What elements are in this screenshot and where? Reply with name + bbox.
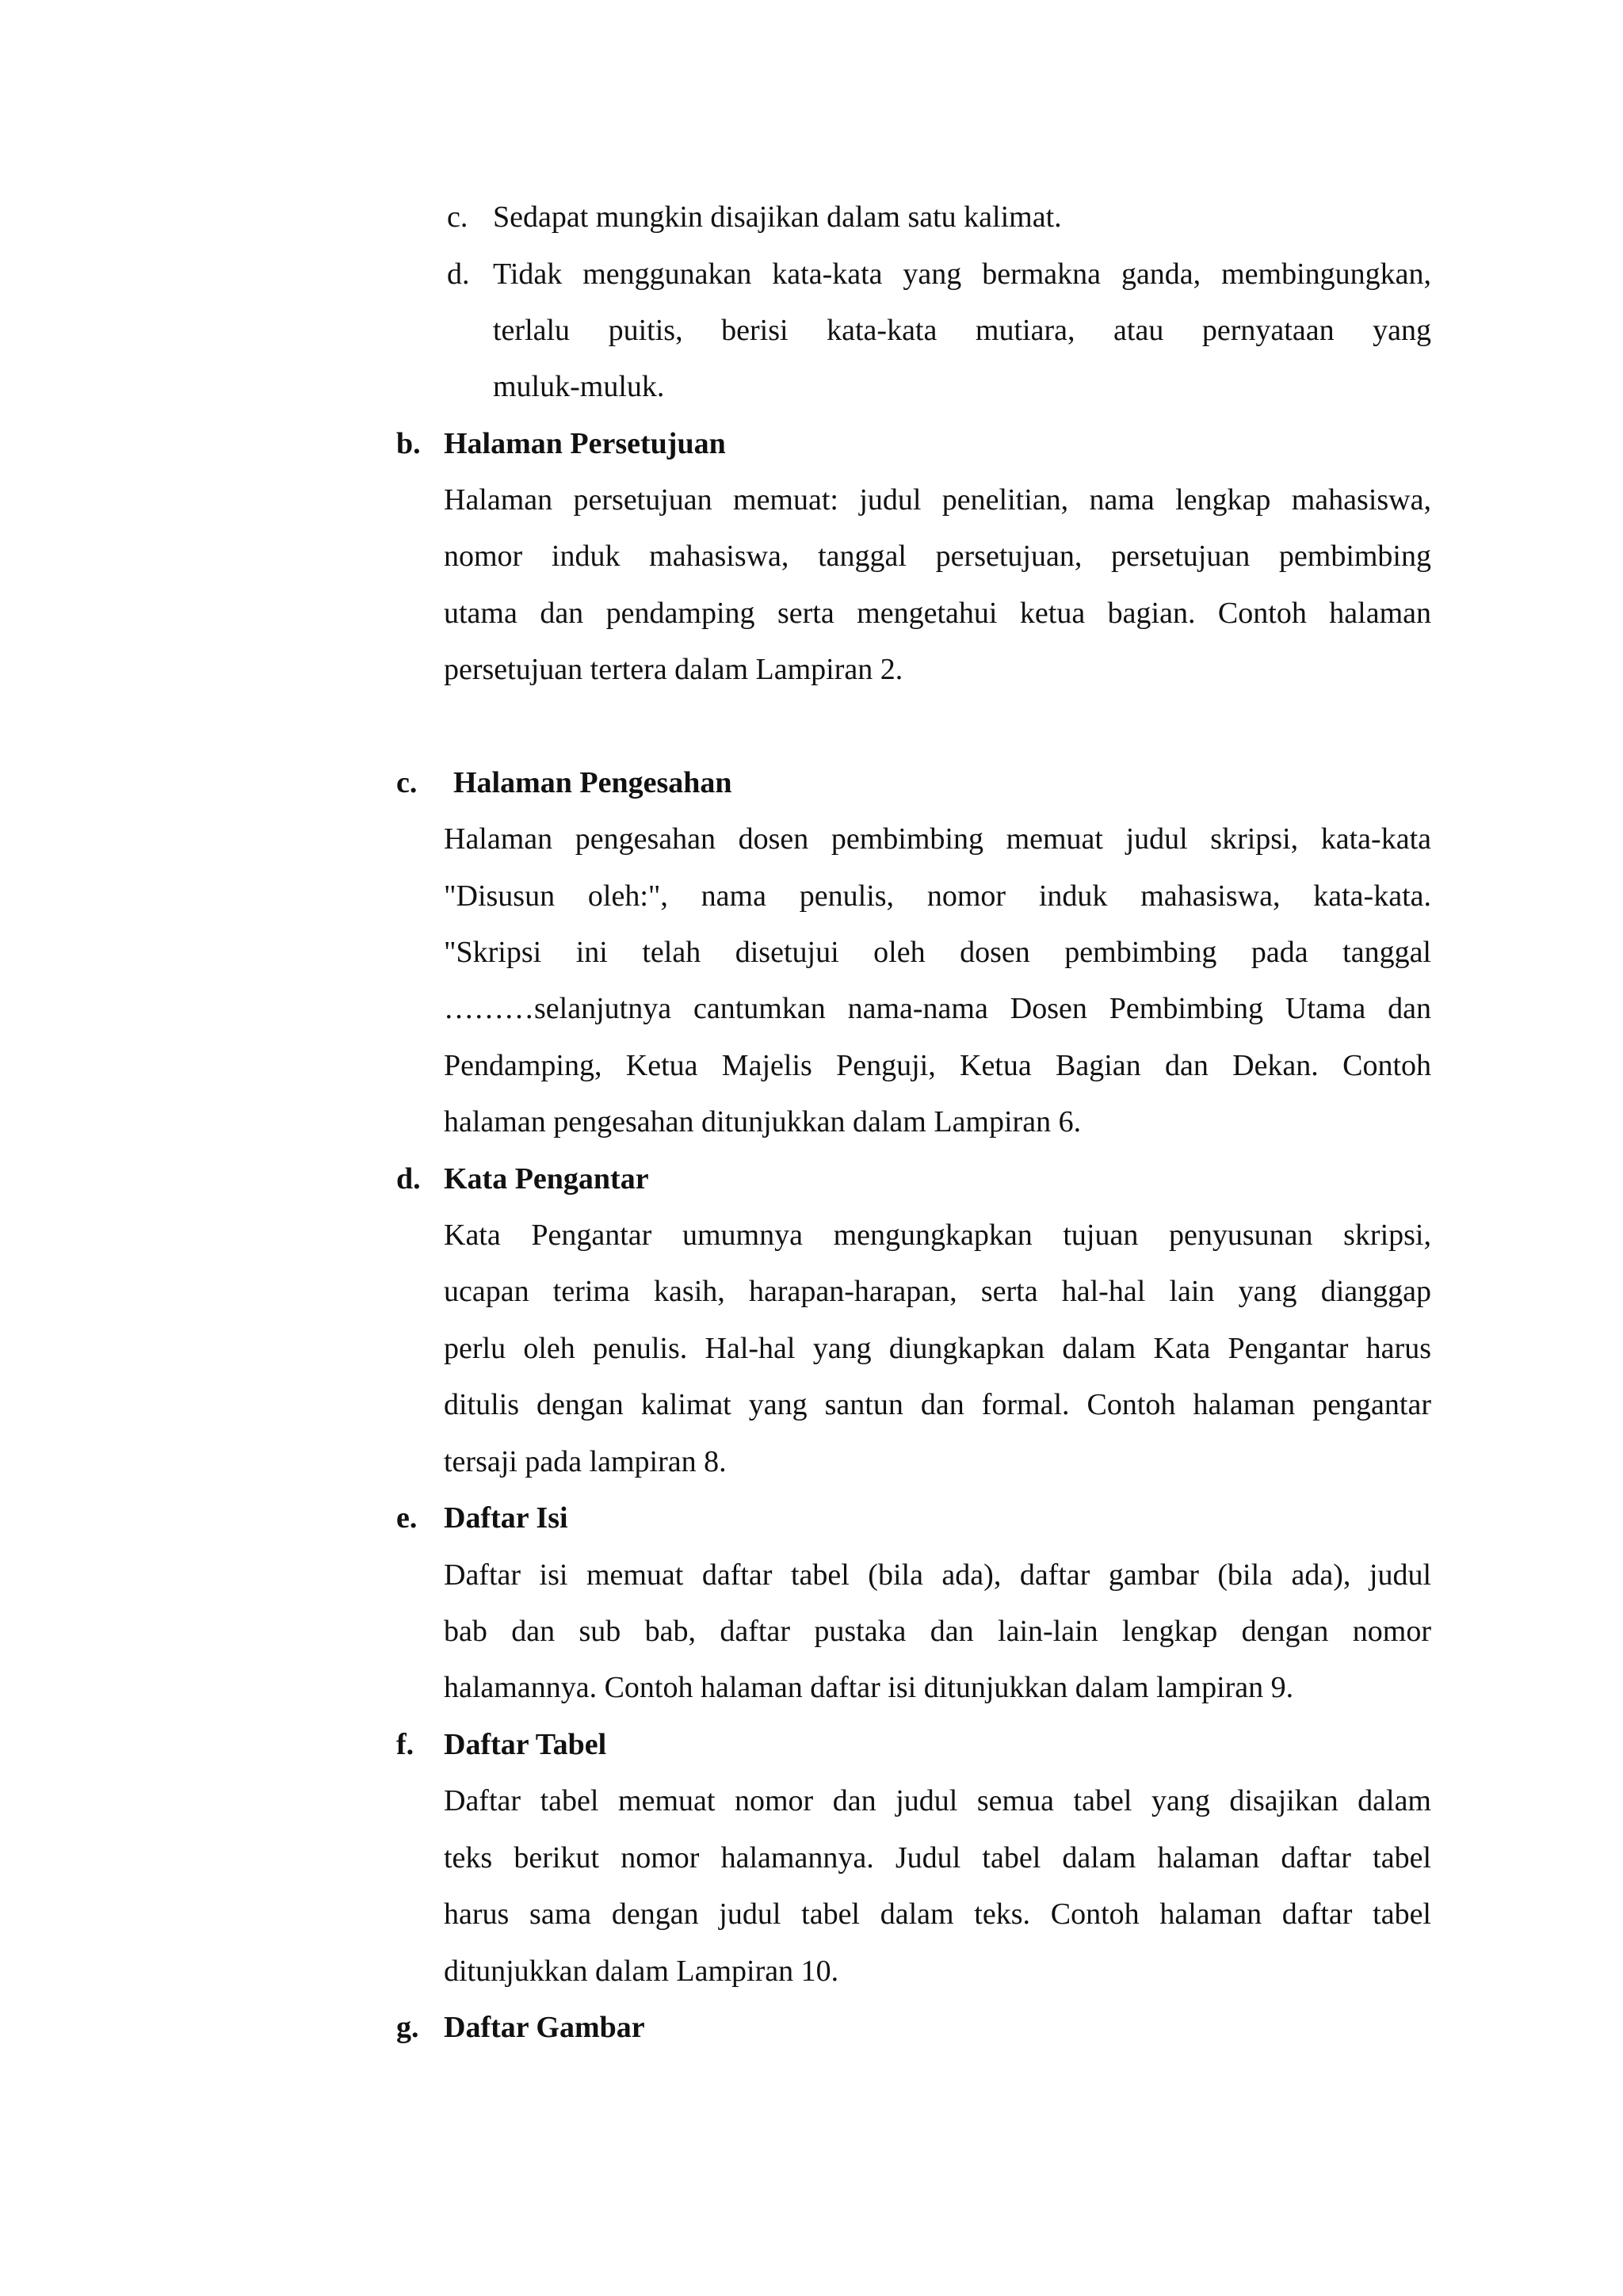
paragraph-line: bab dan sub bab, daftar pustaka dan lain-lain lengkap dengan nomor [444,1615,1431,1648]
section-heading: Halaman Pengesahan [453,766,732,799]
paragraph-line: utama dan pendamping serta mengetahui ketua bagian. Contoh halaman [444,597,1431,630]
section-marker: f. [396,1728,414,1761]
section-heading: Kata Pengantar [444,1162,649,1196]
paragraph-line: tersaji pada lampiran 8. [444,1445,727,1478]
section-marker: d. [396,1162,421,1196]
section-heading: Daftar Isi [444,1501,568,1535]
section-marker: g. [396,2011,419,2044]
list-item-text: Tidak menggunakan kata-kata yang bermakna ganda, membingungkan, [493,257,1431,291]
list-marker: c. [447,200,468,234]
paragraph-line: nomor induk mahasiswa, tanggal persetujuan, persetujuan pembimbing [444,540,1431,573]
section-heading: Halaman Persetujuan [444,427,726,460]
paragraph-line: teks berikut nomor halamannya. Judul tabel dalam halaman daftar tabel [444,1841,1431,1875]
section-heading: Daftar Tabel [444,1728,607,1761]
list-marker: d. [447,257,470,291]
section-marker: c. [396,766,418,799]
section-marker: e. [396,1501,418,1535]
paragraph-line: Daftar tabel memuat nomor dan judul semua tabel yang disajikan dalam [444,1784,1431,1817]
paragraph-line: ditunjukkan dalam Lampiran 10. [444,1955,839,1988]
list-item-text: Sedapat mungkin disajikan dalam satu kalimat. [493,200,1062,234]
paragraph-line: perlu oleh penulis. Hal-hal yang diungkapkan dalam Kata Pengantar harus [444,1332,1431,1365]
paragraph-line: harus sama dengan judul tabel dalam teks. Contoh halaman daftar tabel [444,1897,1431,1931]
paragraph-line: "Skripsi ini telah disetujui oleh dosen pembimbing pada tanggal [444,936,1431,969]
paragraph-line: persetujuan tertera dalam Lampiran 2. [444,653,903,686]
section-marker: b. [396,427,421,460]
paragraph-line: Halaman pengesahan dosen pembimbing memuat judul skripsi, kata-kata [444,822,1431,856]
paragraph-line: Kata Pengantar umumnya mengungkapkan tujuan penyusunan skripsi, [444,1219,1431,1252]
paragraph-line: halaman pengesahan ditunjukkan dalam Lampiran 6. [444,1105,1082,1138]
paragraph-line: Pendamping, Ketua Majelis Penguji, Ketua Bagian dan Dekan. Contoh [444,1049,1431,1082]
paragraph-line: ………selanjutnya cantumkan nama-nama Dosen Pembimbing Utama dan [444,992,1431,1025]
paragraph-line: Halaman persetujuan memuat: judul penelitian, nama lengkap mahasiswa, [444,483,1431,517]
list-item-text: terlalu puitis, berisi kata-kata mutiara, atau pernyataan yang [493,314,1431,347]
list-item-text: muluk-muluk. [493,370,665,403]
paragraph-line: ditulis dengan kalimat yang santun dan formal. Contoh halaman pengantar [444,1388,1431,1421]
paragraph-line: Daftar isi memuat daftar tabel (bila ada), daftar gambar (bila ada), judul [444,1558,1431,1592]
paragraph-line: ucapan terima kasih, harapan-harapan, serta hal-hal lain yang dianggap [444,1275,1431,1308]
paragraph-line: "Disusun oleh:", nama penulis, nomor induk mahasiswa, kata-kata. [444,879,1431,913]
section-heading: Daftar Gambar [444,2011,645,2044]
paragraph-line: halamannya. Contoh halaman daftar isi ditunjukkan dalam lampiran 9. [444,1671,1294,1704]
